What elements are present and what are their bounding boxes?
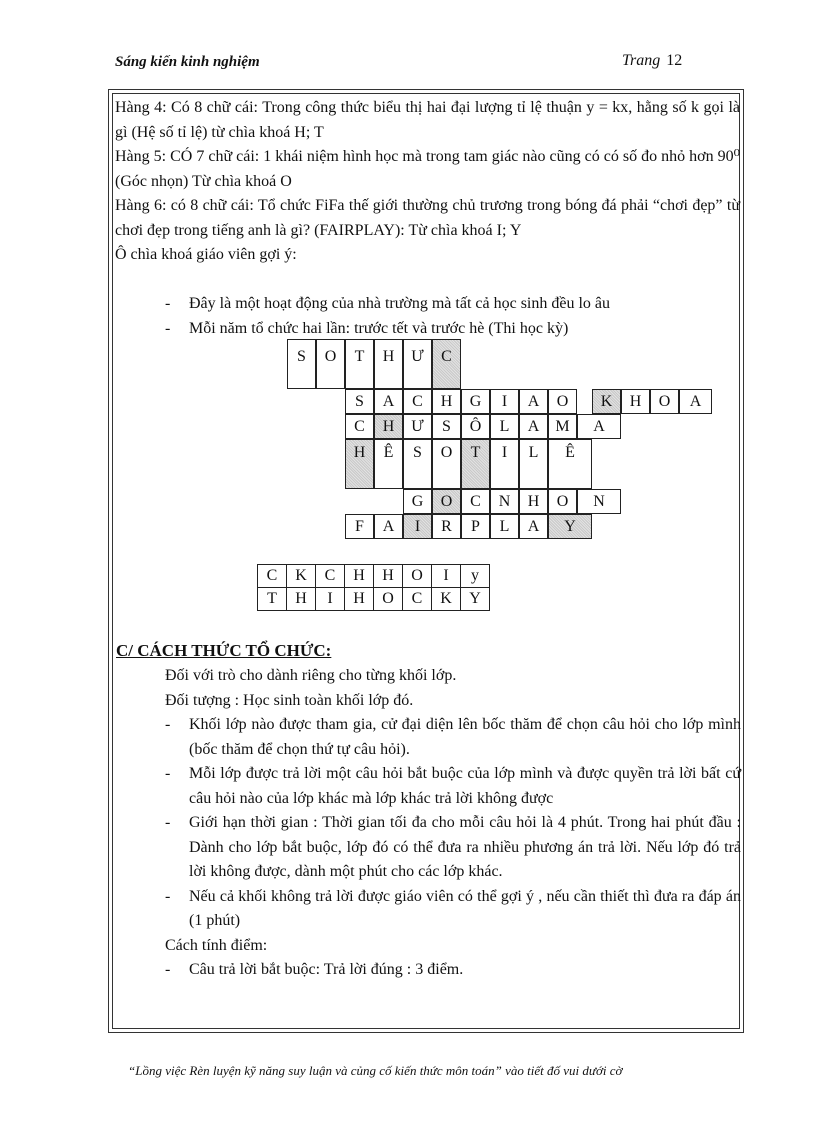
crossword-cell: Ư [403, 414, 432, 439]
crossword-cell: C [345, 414, 374, 439]
key-word-table [257, 564, 490, 611]
crossword-cell: H [432, 389, 461, 414]
crossword-cell: N [577, 489, 621, 514]
crossword-cell: P [461, 514, 490, 539]
crossword-cell: S [287, 339, 316, 389]
crossword-cell: G [461, 389, 490, 414]
key-cell: O [374, 588, 403, 611]
crossword-key-cell: H [345, 439, 374, 489]
crossword-cell: L [519, 439, 548, 489]
crossword-key-cell: I [403, 514, 432, 539]
crossword-cell: A [374, 514, 403, 539]
crossword-cell: A [519, 414, 548, 439]
key-cell: C [403, 588, 432, 611]
key-cell: H [374, 565, 403, 588]
crossword-cell: O [316, 339, 345, 389]
crossword-cell: A [679, 389, 712, 414]
rules-list [165, 713, 741, 983]
crossword-cell: A [577, 414, 621, 439]
crossword-key-cell: Y [548, 514, 592, 539]
key-cell: C [316, 565, 345, 588]
scoring-label: Cách tính điểm: [165, 936, 268, 954]
key-cell: H [345, 588, 374, 611]
key-cell: I [432, 565, 461, 588]
crossword-cell: A [519, 514, 548, 539]
crossword-key-cell: T [461, 439, 490, 489]
key-cell: H [345, 565, 374, 588]
crossword-cell: T [345, 339, 374, 389]
crossword-cell: O [432, 439, 461, 489]
key-cell: H [287, 588, 316, 611]
crossword-cell: F [345, 514, 374, 539]
rule-item: - Giới hạn thời gian : Thời gian tối đa cho mỗi câu hỏi là 4 phút. Trong hai phút đầu : Dành cho lớp bắt buộc, lớp đó có thể đưa ra nhiều phương án trả lời. Nếu lớp đó trả lời không được, dành một phút cho các lớp khác. [165, 814, 741, 880]
key-cell: T [258, 588, 287, 611]
header-title: Sáng kiến kinh nghiệm [115, 54, 260, 70]
crossword-cell: O [650, 389, 679, 414]
key-cell: K [287, 565, 316, 588]
rule-item: - Nếu cả khối không trả lời được giáo viên có thể gợi ý , nếu cần thiết thì đưa ra đáp án (1 phút) [165, 887, 741, 929]
key-row-cipher [258, 565, 490, 588]
crossword-cell: C [403, 389, 432, 414]
crossword-cell: Ê [548, 439, 592, 489]
crossword-cell: L [490, 514, 519, 539]
question-row-6: Hàng 6: có 8 chữ cái: Tổ chức FiFa thế giới thường chủ trương trong bóng đá phải “chơi đẹp” từ chơi đẹp trong tiếng anh là gì? (FAIRPLAY): Từ chìa khoá I; Y [115, 197, 740, 239]
hint-item: - Mỗi năm tổ chức hai lần: trước tết và trước hè (Thi học kỳ) [165, 319, 569, 337]
crossword-questions [115, 96, 740, 268]
crossword-cell: H [519, 489, 548, 514]
key-hints-list [165, 292, 741, 341]
crossword-cell: S [403, 439, 432, 489]
key-cell: I [316, 588, 345, 611]
key-cell: C [258, 565, 287, 588]
rule-item: - Khối lớp nào được tham gia, cử đại diện lên bốc thăm để chọn câu hỏi cho lớp mình (bốc thăm để chọn thứ tự câu hỏi). [165, 716, 741, 758]
page-indicator [622, 52, 682, 70]
question-row-5: Hàng 5: CÓ 7 chữ cái: 1 khái niệm hình học mà trong tam giác nào cũng có có số đo nhỏ hơn 90⁰ (Góc nhọn) Từ chìa khoá O [115, 148, 740, 190]
crossword-key-cell: C [432, 339, 461, 389]
section-line-1: Đối với trò cho dành riêng cho từng khối lớp. [165, 667, 457, 684]
section-title: C/ CÁCH THỨC TỔ CHỨC: [116, 641, 332, 660]
footer-text: “Lồng việc Rèn luyện kỹ năng suy luận và củng cố kiến thức môn toán” vào tiết đố vui dưới cờ [128, 1063, 623, 1078]
crossword-cell: N [490, 489, 519, 514]
rule-item: - Mỗi lớp được trả lời một câu hỏi bắt buộc của lớp mình và được quyền trả lời bất cứ câu hỏi nào của lớp khác mà lớp khác trả lời không được [165, 765, 741, 807]
crossword-key-cell: O [432, 489, 461, 514]
crossword-key-cell: K [592, 389, 621, 414]
crossword-cell: L [490, 414, 519, 439]
crossword-cell: H [374, 339, 403, 389]
crossword-cell: I [490, 389, 519, 414]
crossword-cell: O [548, 389, 577, 414]
key-cell: O [403, 565, 432, 588]
crossword-cell: Ư [403, 339, 432, 389]
question-row-4: Hàng 4: Có 8 chữ cái: Trong công thức biểu thị hai đại lượng tỉ lệ thuận y = kx, hằng số k gọi là gì (Hệ số tỉ lệ) từ chìa khoá H; T [115, 99, 740, 141]
crossword-cell: S [432, 414, 461, 439]
section-intro [165, 664, 740, 713]
crossword-cell: C [461, 489, 490, 514]
hint-item: - Đây là một hoạt động của nhà trường mà tất cả học sinh đều lo âu [165, 295, 611, 312]
crossword-cell: M [548, 414, 577, 439]
key-cell: K [432, 588, 461, 611]
crossword-cell: Ô [461, 414, 490, 439]
crossword-cell: O [548, 489, 577, 514]
crossword-key-cell: H [374, 414, 403, 439]
key-cell: y [461, 565, 490, 588]
crossword-cell: A [519, 389, 548, 414]
scoring-item: - Câu trả lời bắt buộc: Trả lời đúng : 3 điểm. [165, 961, 464, 978]
crossword-cell: S [345, 389, 374, 414]
crossword-cell: H [621, 389, 650, 414]
page-label: Trang [622, 52, 661, 69]
key-row-answer [258, 588, 490, 611]
section-line-2: Đối tượng : Học sinh toàn khối lớp đó. [165, 691, 414, 709]
crossword-cell: I [490, 439, 519, 489]
crossword-cell: A [374, 389, 403, 414]
page-number: 12 [666, 52, 683, 69]
key-cell: Y [461, 588, 490, 611]
crossword-cell: G [403, 489, 432, 514]
crossword-cell: R [432, 514, 461, 539]
key-hint-heading: Ô chìa khoá giáo viên gợi ý: [115, 246, 297, 263]
crossword-cell: Ê [374, 439, 403, 489]
